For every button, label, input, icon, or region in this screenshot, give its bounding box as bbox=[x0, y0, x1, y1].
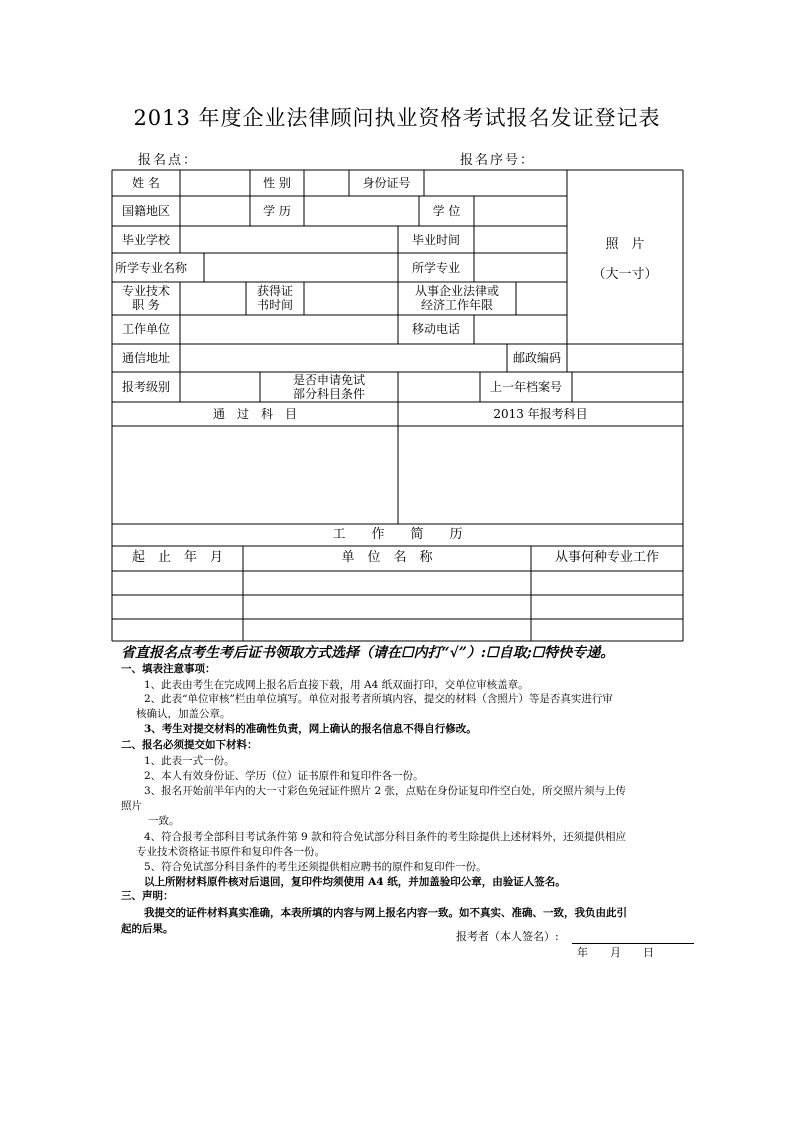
legal-years-label-1: 从事企业法律或 bbox=[414, 284, 499, 298]
note-line: 二、报名必须提交如下材料： bbox=[121, 739, 258, 751]
photo-size-label: （大一寸） bbox=[592, 267, 658, 282]
level-field[interactable] bbox=[181, 373, 259, 401]
address-field[interactable] bbox=[181, 345, 506, 371]
name-label: 姓 名 bbox=[132, 176, 160, 190]
note-line: 三、声明： bbox=[121, 890, 174, 902]
school-label: 毕业学校 bbox=[121, 233, 170, 247]
note-line: 以上所附材料原件核对后退回，复印件均须使用 A4 纸，并加盖验印公章，由验证人签名。 bbox=[144, 876, 566, 888]
tech-title-label-2: 职 务 bbox=[132, 298, 160, 312]
table-row[interactable] bbox=[113, 596, 682, 618]
note-line: 2、本人有效身份证、学历（位）证书原件和复印件各一份。 bbox=[144, 770, 424, 782]
passed-subjects-header: 通 过 科 目 bbox=[212, 407, 297, 421]
note-line: 5、符合免试部分科目条件的考生还须提供相应聘书的原件和复印件一份。 bbox=[144, 861, 487, 873]
note-line: 1、此表由考生在完成网上报名后直接下载，用 A4 纸双面打印，交单位审核盖章。 bbox=[144, 679, 529, 691]
education-label: 学 历 bbox=[263, 204, 291, 218]
id-number-field[interactable] bbox=[425, 171, 566, 195]
registration-serial-label: 报名序号： bbox=[460, 153, 536, 168]
school-field[interactable] bbox=[181, 227, 397, 252]
id-number-label: 身份证号 bbox=[362, 176, 411, 190]
cert-time-label-2: 书时间 bbox=[256, 298, 293, 312]
gender-label: 性 别 bbox=[263, 176, 291, 190]
period-column-header: 起 止 年 月 bbox=[131, 550, 223, 565]
exempt-field[interactable] bbox=[399, 373, 479, 401]
gender-field[interactable] bbox=[305, 171, 348, 195]
photo-label: 照 片 bbox=[605, 237, 645, 252]
degree-label: 学 位 bbox=[432, 204, 461, 218]
major-field[interactable] bbox=[475, 254, 566, 281]
note-line: 4、符合报考全部科目考试条件第 9 款和符合免试部分科目条件的考生除提供上述材料外，还须提供相应 bbox=[144, 831, 627, 843]
postcode-label: 邮政编码 bbox=[512, 351, 561, 365]
note-line: 专业技术资格证书原件和复印件各一份。 bbox=[136, 846, 325, 858]
note-line: 2、此表“单位审核”栏由单位填写。单位对报考者所填内容，提交的材料（含照片）等是否真实进行审 bbox=[144, 693, 613, 705]
region-label: 国籍地区 bbox=[121, 204, 170, 218]
exempt-label-1: 是否申请免试 bbox=[292, 373, 365, 387]
work-history-header: 工 作 简 历 bbox=[332, 527, 463, 542]
signature-line[interactable] bbox=[572, 943, 694, 944]
note-line: 我提交的证件材料真实准确，本表所填的内容与网上报名内容一致。如不真实、准确、一致，我负由此引 bbox=[144, 907, 627, 919]
last-file-number-label: 上一年档案号 bbox=[489, 380, 562, 394]
signature-date: 年 月 日 bbox=[577, 946, 654, 959]
note-line: 3、考生对提交材料的准确性负责，网上确认的报名信息不得自行修改。 bbox=[144, 723, 477, 735]
mobile-label: 移动电话 bbox=[411, 322, 460, 336]
degree-field[interactable] bbox=[475, 197, 566, 225]
region-field[interactable] bbox=[181, 197, 249, 225]
education-field[interactable] bbox=[305, 197, 418, 225]
certificate-collection-choice[interactable]: 省直报名点考生考后证书领取方式选择（请在☐内打“√”）:☐自取;☐特快专递。 bbox=[121, 645, 615, 661]
name-field[interactable] bbox=[181, 171, 249, 195]
note-line: 一、填表注意事项： bbox=[121, 663, 216, 675]
exam-subjects-field[interactable] bbox=[399, 427, 682, 523]
employer-label: 工作单位 bbox=[121, 322, 170, 336]
cert-time-label-1: 获得证 bbox=[256, 284, 293, 298]
employer-field[interactable] bbox=[181, 316, 397, 343]
signature-label: 报考者（本人签名）: bbox=[456, 930, 559, 943]
profession-column-header: 从事何种专业工作 bbox=[554, 550, 659, 565]
registration-site-label: 报名点： bbox=[138, 153, 199, 168]
postcode-field[interactable] bbox=[568, 345, 682, 371]
page-title: 2013 年度企业法律顾问执业资格考试报名发证登记表 bbox=[133, 106, 661, 130]
exempt-label-2: 部分科目条件 bbox=[292, 387, 365, 401]
note-line: 核确认，加盖公章。 bbox=[136, 708, 231, 720]
major-name-label: 所学专业名称 bbox=[115, 261, 188, 275]
photo-placeholder bbox=[567, 230, 683, 290]
unit-name-column-header: 单 位 名 称 bbox=[341, 550, 433, 565]
major-label: 所学专业 bbox=[411, 261, 460, 275]
note-line: 1、此表一式一份。 bbox=[144, 755, 235, 767]
passed-subjects-field[interactable] bbox=[113, 427, 397, 523]
mobile-field[interactable] bbox=[475, 316, 566, 343]
exam-subjects-header: 2013 年报考科目 bbox=[493, 407, 588, 421]
level-label: 报考级别 bbox=[121, 380, 170, 394]
last-file-number-field[interactable] bbox=[573, 373, 682, 401]
legal-years-label-2: 经济工作年限 bbox=[420, 298, 493, 312]
major-name-field[interactable] bbox=[205, 254, 397, 281]
table-row[interactable] bbox=[113, 572, 682, 594]
address-label: 通信地址 bbox=[121, 351, 170, 365]
note-line: 一致。 bbox=[148, 815, 180, 827]
table-row[interactable] bbox=[113, 620, 682, 640]
graduation-time-field[interactable] bbox=[475, 227, 566, 252]
note-line: 照片 bbox=[121, 800, 142, 812]
graduation-time-label: 毕业时间 bbox=[411, 233, 460, 247]
note-line: 起的后果。 bbox=[121, 923, 174, 935]
tech-title-label-1: 专业技术 bbox=[121, 284, 170, 298]
note-line: 3、报名开始前半年内的大一寸彩色免冠证件照片 2 张，点贴在身份证复印件空白处，所交照片须与上传 bbox=[144, 785, 627, 797]
